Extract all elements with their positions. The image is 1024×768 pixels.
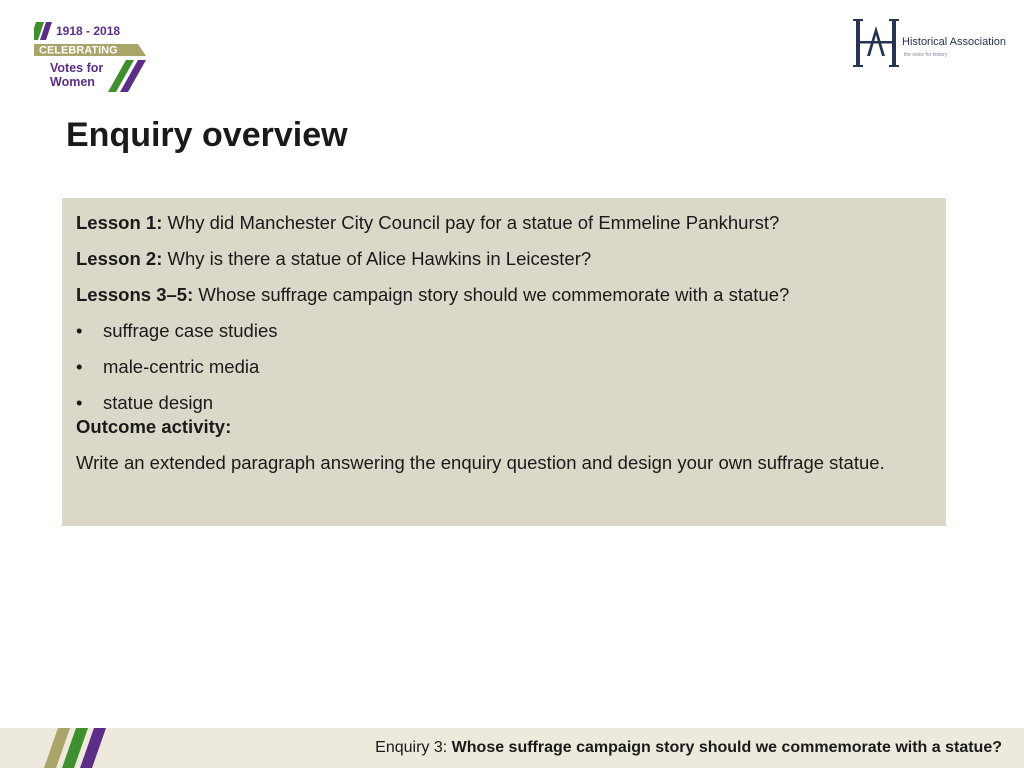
bullet-item xyxy=(76,355,932,379)
lesson-1 xyxy=(76,211,932,235)
bullet-text: statue design xyxy=(103,392,214,413)
lesson-3-5-text: Whose suffrage campaign story should we commemorate with a statue? xyxy=(193,284,790,305)
lesson-2 xyxy=(76,247,932,271)
ha-monogram-icon xyxy=(852,16,900,70)
ha-name: Historical Association xyxy=(902,36,1006,48)
logo-women: Women xyxy=(50,75,95,89)
bullet-icon: • xyxy=(76,392,83,413)
footer-bar xyxy=(0,728,1024,768)
outcome-text: Write an extended paragraph answering the enquiry question and design your own suffrage statue. xyxy=(76,452,885,473)
bullet-icon: • xyxy=(76,356,83,377)
footer-question: Whose suffrage campaign story should we commemorate with a statue? xyxy=(447,739,1002,756)
footer-stripes-icon xyxy=(36,728,116,768)
votes-for-women-logo-graphic xyxy=(34,18,146,96)
bullet-text: male-centric media xyxy=(103,356,260,377)
outcome-heading: Outcome activity: xyxy=(76,416,232,437)
footer-enquiry-title xyxy=(375,739,1002,757)
logo-years: 1918 - 2018 xyxy=(56,24,121,38)
historical-association-logo xyxy=(852,16,1012,72)
lesson-3-5 xyxy=(76,283,932,307)
bullet-item xyxy=(76,391,932,415)
bullet-text: suffrage case studies xyxy=(103,320,278,341)
lesson-1-text: Why did Manchester City Council pay for a statue of Emmeline Pankhurst? xyxy=(162,212,780,233)
lesson-3-5-label: Lessons 3–5: xyxy=(76,284,194,305)
logo-celebrating: CELEBRATING xyxy=(39,44,118,57)
ha-tagline: the voice for history xyxy=(904,52,948,58)
bullet-icon: • xyxy=(76,320,83,341)
lesson-2-label: Lesson 2: xyxy=(76,248,163,269)
votes-for-women-logo xyxy=(34,18,146,96)
bullet-item xyxy=(76,319,932,343)
lesson-1-label: Lesson 1: xyxy=(76,212,163,233)
logo-votes-for: Votes for xyxy=(50,61,104,75)
footer-prefix: Enquiry 3: xyxy=(375,739,448,756)
enquiry-content-box xyxy=(62,198,946,526)
lesson-2-text: Why is there a statue of Alice Hawkins in Leicester? xyxy=(162,248,592,269)
page-title: Enquiry overview xyxy=(66,116,348,154)
